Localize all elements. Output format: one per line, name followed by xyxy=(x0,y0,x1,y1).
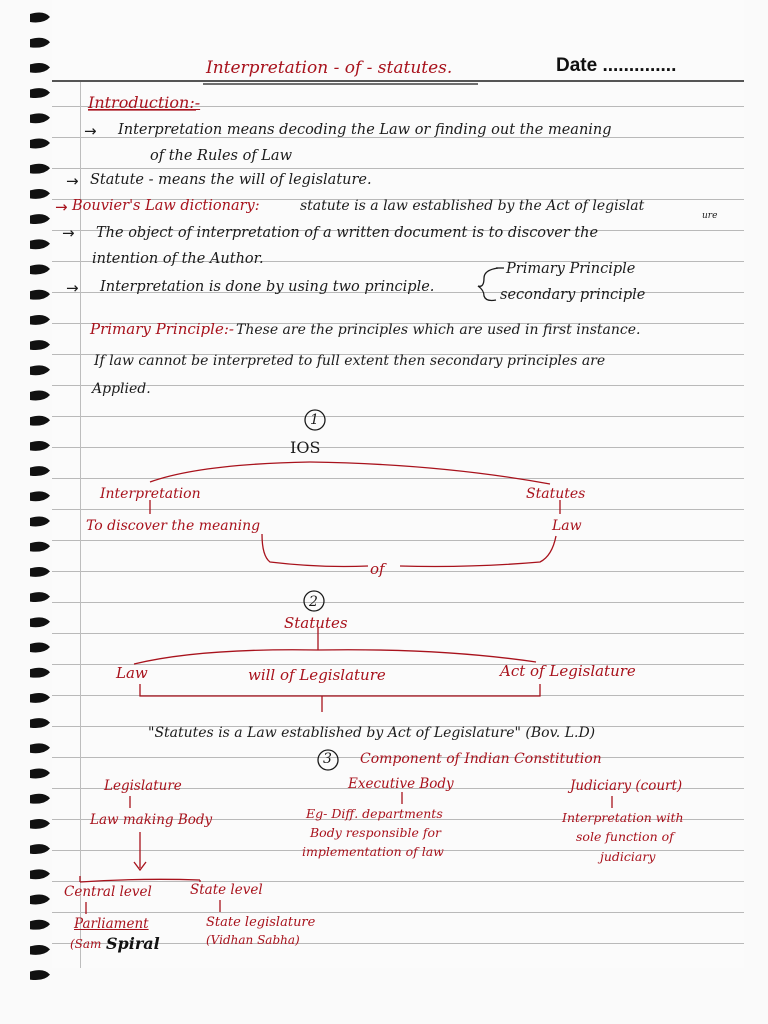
intro-line-4: The object of interpretation of a written document is to discover the xyxy=(96,225,599,241)
intro-line-5: Interpretation is done by using two principle. xyxy=(100,279,435,295)
primary-principle-text-1: These are the principles which are used in first instance. xyxy=(236,322,641,338)
bullet-arrow: → xyxy=(66,279,79,297)
level-state-extra: (Vidhan Sabha) xyxy=(206,933,300,947)
branch-judiciary-child-1: Interpretation with xyxy=(562,810,684,825)
level-state: State level xyxy=(190,882,263,898)
bullet-arrow: → xyxy=(84,122,97,140)
secondary-principle-branch: secondary principle xyxy=(500,287,646,303)
diagram-1-join: of xyxy=(370,560,385,578)
diagram-3-title: Component of Indian Constitution xyxy=(360,751,602,767)
primary-principle-branch: Primary Principle xyxy=(506,261,636,277)
intro-line-1: Interpretation means decoding the Law or finding out the meaning xyxy=(118,122,612,138)
intro-line-3b: ure xyxy=(702,211,718,221)
bullet-arrow: → xyxy=(62,224,75,242)
branch-executive-child-3: implementation of law xyxy=(302,844,444,859)
diagram-1-root: IOS xyxy=(290,438,321,457)
bullet-arrow: → xyxy=(66,172,79,190)
level-central-child: Parliament xyxy=(74,916,149,932)
diagram-1-right: Statutes xyxy=(526,486,586,502)
level-state-child: State legislature xyxy=(206,915,316,930)
diagram-1-number: 1 xyxy=(310,412,319,428)
level-central-extra: (Sam xyxy=(70,937,102,951)
bouvier-label: Bouvier's Law dictionary: xyxy=(72,198,260,214)
level-central: Central level xyxy=(64,884,152,900)
branch-legislature: Legislature xyxy=(104,778,182,794)
intro-line-3: statute is a law established by the Act of legislat xyxy=(300,198,645,214)
diagram-2-child-will: will of Legislature xyxy=(248,666,386,684)
diagram-2-number: 2 xyxy=(309,594,318,610)
branch-judiciary-child-3: judiciary xyxy=(600,849,656,864)
primary-principle-text-2: If law cannot be interpreted to full extent then secondary principles are xyxy=(94,353,606,369)
diagram-2-root: Statutes xyxy=(284,614,348,632)
branch-judiciary-child-2: sole function of xyxy=(576,829,674,844)
branch-executive-child-2: Body responsible for xyxy=(310,825,442,840)
bullet-arrow: → xyxy=(55,198,68,216)
primary-principle-label: Primary Principle:- xyxy=(90,320,234,338)
spiral-brand-logo: Spiral xyxy=(106,934,160,953)
date-label: Date .............. xyxy=(556,55,677,76)
branch-executive-child-1: Eg- Diff. departments xyxy=(306,806,443,821)
diagram-3-number: 3 xyxy=(323,751,332,767)
branch-legislature-child: Law making Body xyxy=(90,812,213,828)
diagram-2-quote: "Statutes is a Law established by Act of Legislature" (Bov. L.D) xyxy=(148,725,596,741)
diagram-1-left-child: To discover the meaning xyxy=(86,518,261,534)
branch-executive: Executive Body xyxy=(348,776,454,792)
page-title: Interpretation - of - statutes. xyxy=(206,58,453,78)
primary-principle-text-3: Applied. xyxy=(92,381,151,397)
intro-line-1b: of the Rules of Law xyxy=(150,148,292,164)
diagram-2-child-act: Act of Legislature xyxy=(500,662,636,680)
diagram-1-right-child: Law xyxy=(552,518,582,534)
intro-line-4b: intention of the Author. xyxy=(92,251,264,267)
branch-judiciary: Judiciary (court) xyxy=(570,778,683,794)
diagram-2-child-law: Law xyxy=(116,664,148,682)
intro-heading: Introduction:- xyxy=(88,93,201,112)
intro-line-2: Statute - means the will of legislature. xyxy=(90,172,372,188)
diagram-1-left: Interpretation xyxy=(100,486,201,502)
